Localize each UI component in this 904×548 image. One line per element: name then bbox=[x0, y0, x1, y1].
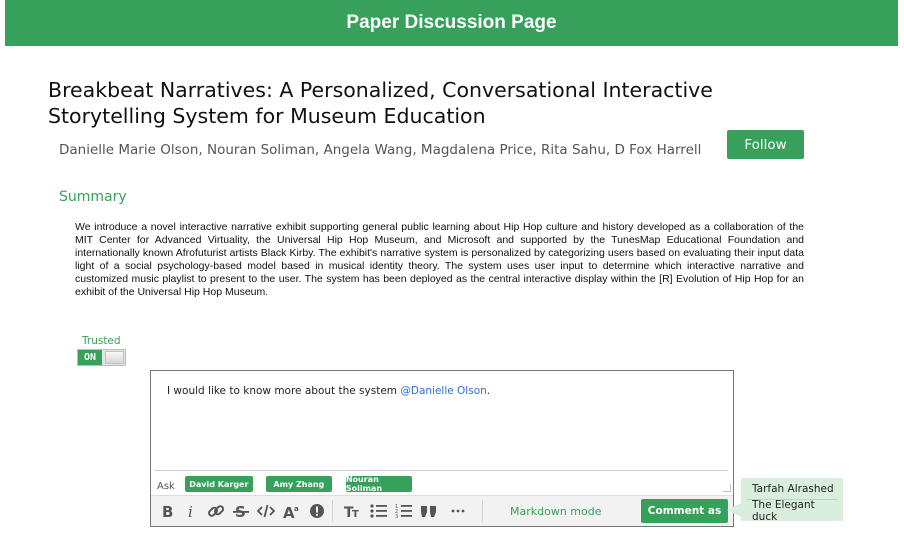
editor-divider bbox=[155, 470, 728, 471]
quote-icon[interactable] bbox=[419, 502, 439, 520]
follow-button[interactable]: Follow bbox=[727, 130, 804, 159]
paper-title-line-2: Storytelling System for Museum Education bbox=[48, 104, 486, 128]
text-height-icon[interactable] bbox=[343, 502, 363, 520]
toggle-on-label: ON bbox=[78, 350, 102, 365]
comment-as-button[interactable]: Comment as bbox=[641, 499, 728, 523]
svg-text:i: i bbox=[188, 503, 193, 519]
toolbar-separator bbox=[482, 500, 483, 522]
alert-icon[interactable] bbox=[307, 502, 327, 520]
toggle-knob[interactable] bbox=[105, 351, 124, 364]
ask-label: Ask bbox=[157, 480, 175, 492]
markdown-mode-toggle[interactable]: Markdown mode bbox=[510, 505, 602, 518]
trusted-label: Trusted bbox=[82, 335, 121, 347]
resize-grip-icon[interactable] bbox=[723, 484, 731, 492]
paper-authors: Danielle Marie Olson, Nouran Soliman, Angela Wang, Magdalena Price, Rita Sahu, D Fox Harrell bbox=[59, 142, 702, 158]
identity-menu-arrow bbox=[727, 503, 741, 517]
font-size-icon[interactable] bbox=[281, 502, 301, 520]
bullet-list-icon[interactable] bbox=[369, 502, 389, 520]
summary-text: We introduce a novel interactive narrative exhibit supporting general public learning about Hip Hop culture and history developed as a collaboration of the MIT Center for Advanced Virtuality, the Universal Hip Hop Museum, and Microsoft and supported by the TunesMap Educational Foundation and internationally known Afrofuturist artists Black Kirby. The exhibit's narrative system is personalized by categorizing users based on evaluating their input data light of a social psychology-based model based in musical identity theory. The system uses user input to determine which interactive narrative and customized music playlist to present to the user. The system has been deployed as the central interactive display within the [R] Evolution of Hip Hop for an exhibit of the Universal Hip Hop Museum. bbox=[75, 221, 804, 298]
comment-editor[interactable] bbox=[150, 370, 734, 527]
comment-text-end: . bbox=[486, 385, 491, 397]
page-header bbox=[5, 0, 898, 46]
svg-text:A: A bbox=[283, 504, 295, 519]
code-icon[interactable] bbox=[256, 502, 276, 520]
more-icon[interactable] bbox=[448, 502, 468, 520]
ask-row bbox=[157, 475, 412, 493]
bold-icon[interactable] bbox=[157, 502, 177, 520]
svg-text:T: T bbox=[352, 509, 359, 519]
comment-text-area[interactable] bbox=[167, 385, 490, 397]
ask-chip-nouran-soliman[interactable]: Nouran Soliman bbox=[346, 476, 412, 492]
svg-text:T: T bbox=[344, 505, 354, 519]
trusted-toggle[interactable] bbox=[77, 349, 126, 366]
page-header-title: Paper Discussion Page bbox=[346, 12, 557, 33]
link-icon[interactable] bbox=[206, 502, 226, 520]
paper-title bbox=[48, 77, 748, 129]
numbered-list-icon[interactable] bbox=[394, 502, 414, 520]
italic-icon[interactable] bbox=[181, 502, 201, 520]
ask-chip-amy-zhang[interactable]: Amy Zhang bbox=[266, 476, 332, 492]
paper-title-line-1: Breakbeat Narratives: A Personalized, Conversational Interactive bbox=[48, 78, 713, 102]
strikethrough-icon[interactable] bbox=[231, 502, 251, 520]
svg-text:1: 1 bbox=[395, 504, 399, 510]
toolbar-separator bbox=[332, 500, 333, 522]
identity-menu bbox=[741, 478, 843, 521]
identity-option-elegant-duck[interactable]: The Elegant duck bbox=[752, 498, 815, 523]
mention-link[interactable]: @Danielle Olson bbox=[400, 385, 487, 397]
svg-text:2: 2 bbox=[395, 509, 399, 515]
svg-text:3: 3 bbox=[395, 514, 399, 519]
ask-chip-david-karger[interactable]: David Karger bbox=[185, 476, 253, 492]
editor-toolbar bbox=[151, 495, 733, 526]
comment-text: I would like to know more about the system bbox=[167, 385, 401, 397]
svg-text:a: a bbox=[294, 505, 299, 513]
svg-text:B: B bbox=[162, 503, 174, 519]
identity-option-tarfah-alrashed[interactable]: Tarfah Alrashed bbox=[752, 482, 834, 495]
summary-heading: Summary bbox=[59, 189, 127, 205]
